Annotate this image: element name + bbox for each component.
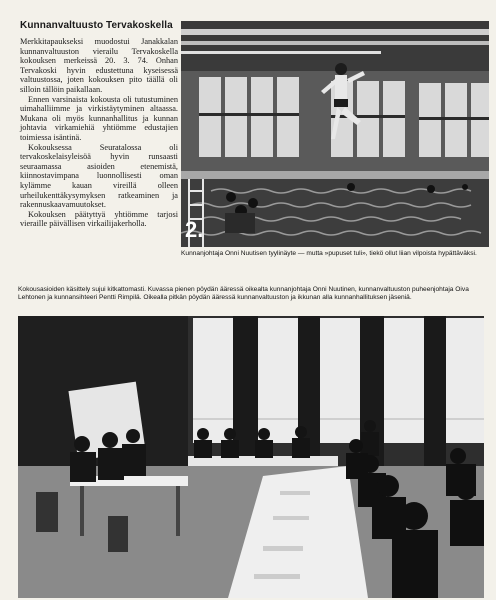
article-body: [20, 37, 178, 229]
swimming-photo-caption: Kunnanjohtaja Onni Nuutisen tyylinäyte — mutta »pupuset tuli», tiekö ollut liian vilpoista hypättäväksi.: [181, 250, 477, 257]
council-meeting-image: [18, 316, 484, 598]
article-headline: Kunnanvaltuusto Tervakoskella: [20, 20, 173, 31]
article-paragraph: Kokouksessa Seuratalossa oli tervakoskelaisyleisöä hyvin runsaasti seuraamassa asioiden etenemistä, kiinnostavimpana luonnollisesti oman kylämme kauan vireillä olleen urheilukenttäkysymyksen ratkeaminen ja rakennuskaavamuutokset.: [20, 142, 178, 210]
article-paragraph: Kokouksen päätyttyä yhtiömme tarjosi vieraille päivällisen virkailijakerholla.: [20, 209, 178, 229]
swimming-hall-image: [181, 21, 489, 247]
photo-number: 2.: [185, 217, 204, 242]
meeting-photo-caption: Kokousasioiden käsittely sujui kitkattomasti. Kuvassa pienen pöydän ääressä oikealta kunnanjohtaja Onni Nuutinen, kunnanvaltuuston puheenjohtaja Oiva Lehtonen ja kunnansihteeri Pentti Rimpilä. Oikealla pitkän pöydän ääressä kunnanvaltuuston ja ikkunan alla kunnanhallituksen jäseniä.: [18, 286, 469, 301]
article: [20, 20, 178, 229]
council-meeting-photo: [18, 316, 484, 598]
swimming-hall-photo: [181, 21, 489, 247]
article-paragraph: Ennen varsinaista kokousta oli tutustuminen uimahalliimme ja virkistäytyminen altaassa. Mukana oli myös kunnanhallitus ja kunnan johtavia virkamiehiä yhtiömme edustajien toimiessa isäntinä.: [20, 94, 178, 142]
article-paragraph: Merkkitapaukseksi muodostui Janakkalan kunnanvaltuuston vierailu Tervakoskella kokouksen merkeissä 20. 3. 74. Onhan Tervakoski hyvin edustettuna kyseisessä valtuustossa, joten kokouksen pito täällä oli silloin tällöin paikallaan.: [20, 37, 178, 94]
